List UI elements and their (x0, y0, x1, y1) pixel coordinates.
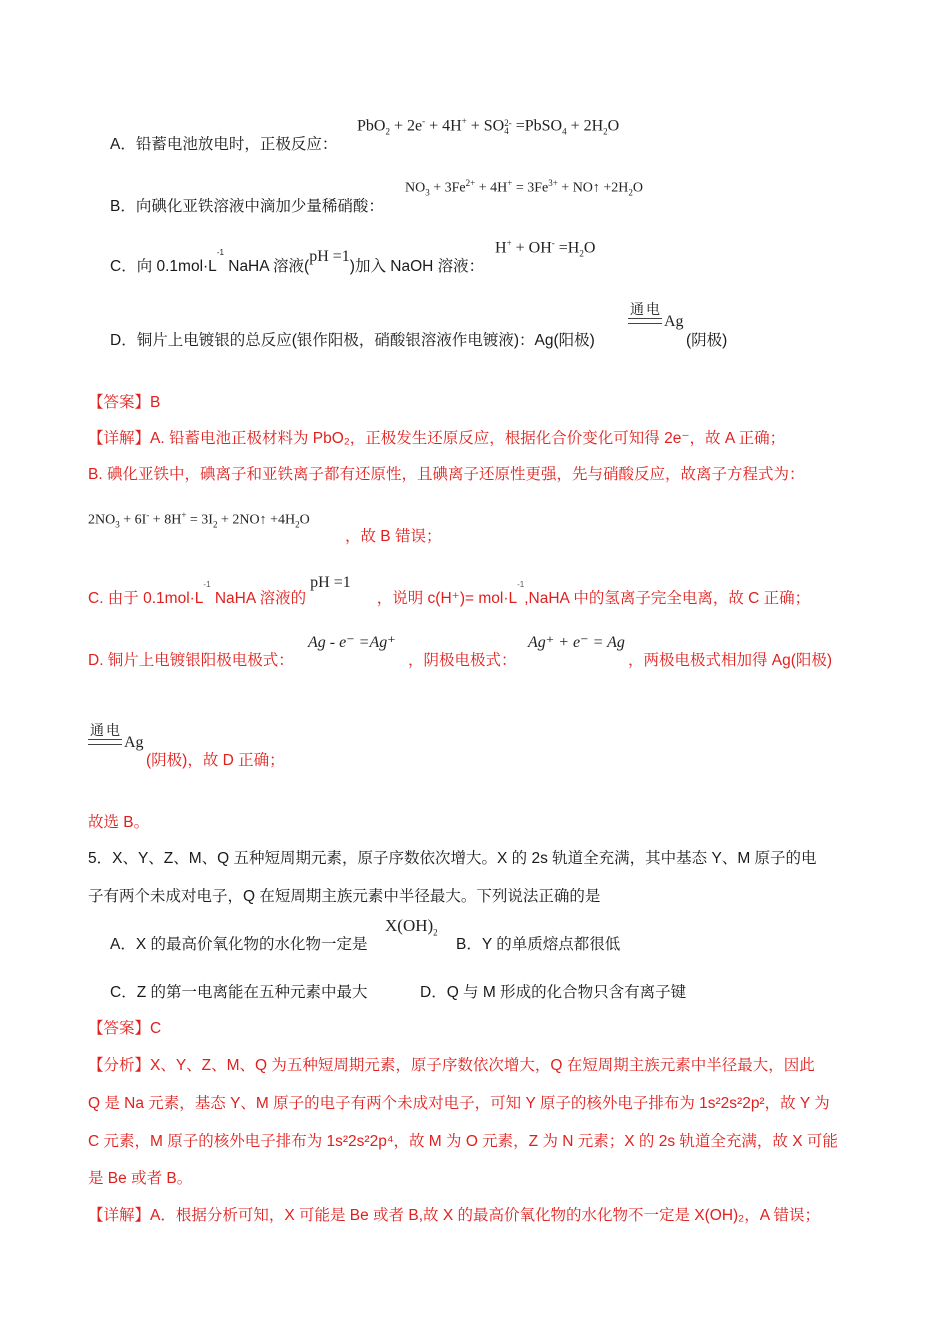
text: C. 由于 0.1mol·L (88, 590, 204, 607)
ph-value: pH =1 (309, 248, 350, 265)
q5-analysis-line1: 【分析】X、Y、Z、M、Q 为五种短周期元素，原子序数依次增大，Q 在短周期主族元素中半径最大，因此 (88, 1057, 815, 1074)
q4-answer: 【答案】B (88, 394, 161, 411)
eq-sub: 2 (603, 126, 608, 137)
condition-electrolysis: 通电 (630, 302, 662, 318)
text: NaHA 溶液( (223, 258, 310, 275)
eq-sub: 4 (562, 126, 567, 137)
eq-term: = 3I (186, 512, 213, 528)
eq-term: + OH (511, 239, 552, 257)
eq-term: O (299, 512, 310, 528)
eq-term: + 2H (566, 117, 604, 135)
option-d-label: D．铜片上电镀银的总反应(银作阳极，硝酸银溶液作电镀液)：Ag(阳极) (110, 332, 595, 349)
eq-sup: - (146, 510, 150, 520)
q5-analysis-line4: 是 Be 或者 B。 (88, 1170, 193, 1187)
q4-detail-d-b: ，阴极电极式： (408, 652, 517, 669)
eq-sub: 4 (504, 125, 509, 136)
q5-option-c: C．Z 的第一电离能在五种元素中最大 (110, 984, 368, 1001)
q5-option-a-formula (385, 916, 438, 937)
q4-conclusion: 故选 B。 (88, 814, 150, 831)
q4-detail-c (88, 574, 811, 608)
option-c-equation (495, 238, 595, 259)
q5-analysis-line2: Q 是 Na 元素，基态 Y、M 原子的电子有两个未成对电子，可知 Y 原子的核外电子排布为 1s²2s²2p²，故 Y 为 (88, 1095, 830, 1112)
eq-sub: 2 (385, 126, 390, 137)
eq-term: =H (554, 239, 580, 257)
q5-option-d: D．Q 与 M 形成的化合物只含有离子键 (420, 984, 687, 1001)
q4-detail-b-equation (88, 510, 310, 529)
option-a-equation (357, 116, 619, 137)
cathode-equation: Ag⁺ + e⁻ = Ag (528, 634, 625, 651)
eq-sub: 2 (295, 519, 300, 530)
eq-term: PbO (357, 117, 386, 135)
q5-stem-line2: 子有两个未成对电子，Q 在短周期主族元素中半径最大。下列说法正确的是 (88, 888, 601, 905)
q4-detail-b-tail: ，故 B 错误； (345, 528, 442, 545)
eq-term: 2NO (88, 512, 116, 528)
eq-sup: + (507, 178, 513, 188)
text: C．向 0.1mol·L (110, 258, 217, 275)
text: ，说明 c(H⁺)= mol·L (376, 590, 518, 607)
text-sup: -1 (216, 247, 224, 257)
text-sup: -1 (203, 579, 211, 589)
eq-sub: 3 (425, 187, 430, 198)
eq-term: = 3Fe (512, 180, 549, 196)
text: )加入 NaOH 溶液： (349, 258, 485, 275)
eq-sup: + (181, 510, 187, 520)
reaction-arrow (88, 739, 122, 745)
eq-term: O (632, 180, 644, 196)
eq-term: O (607, 117, 620, 135)
option-c-label (110, 247, 485, 276)
q5-answer: 【答案】C (88, 1020, 162, 1037)
option-b-equation (405, 178, 643, 197)
eq-sup: 2+ (465, 178, 476, 188)
ph-value: pH =1 (310, 574, 351, 591)
eq-sub: 2 (628, 187, 633, 198)
eq-sub: 2 (212, 519, 218, 530)
eq-term: + 2e (389, 117, 423, 135)
q5-detail-a: 【详解】A．根据分析可知，X 可能是 Be 或者 B,故 X 的最高价氧化物的水化物不一定是 X(OH)₂，A 错误； (88, 1207, 820, 1224)
eq-term: + 2NO↑ +4H (217, 512, 296, 528)
text-sup: -1 (517, 579, 525, 589)
q5-stem-line1: 5．X、Y、Z、M、Q 五种短周期元素，原子序数依次增大。X 的 2s 轨道全充满，其中基态 Y、M 原子的电 (88, 850, 817, 867)
eq-sub: 2 (433, 927, 438, 938)
eq-term: + NO↑ +2H (557, 180, 629, 196)
q5-option-a: A．X 的最高价氧化物的水化物一定是 (110, 936, 368, 953)
text: NaHA 溶液的 (210, 590, 307, 607)
eq-term: + 6I (119, 512, 147, 528)
eq-term: + 4H (475, 180, 508, 196)
eq-term: X(OH) (385, 916, 434, 935)
eq-sup: - (551, 238, 555, 248)
eq-term: + SO (466, 117, 505, 135)
eq-term: + 8H (149, 512, 182, 528)
eq-term: O (583, 239, 596, 257)
option-d-tail: (阴极) (686, 332, 728, 349)
option-b-label: B．向碘化亚铁溶液中滴加少量稀硝酸： (110, 198, 384, 215)
q4-detail-d-c: ，两极电极式相加得 Ag(阳极) (628, 652, 833, 669)
eq-term: =PbSO (511, 117, 563, 135)
q4-detail-d-tail: (阴极)，故 D 正确； (146, 752, 285, 769)
q5-option-b: B．Y 的单质熔点都很低 (456, 936, 621, 953)
q4-detail-d-a: D. 铜片上电镀银阳极电极式： (88, 652, 294, 669)
eq-sup: 3+ (548, 178, 558, 188)
anode-equation: Ag - e⁻ =Ag⁺ (308, 634, 396, 651)
q4-detail-a: 【详解】A. 铅蓄电池正极材料为 PbO₂，正极发生还原反应，根据化合价变化可知得 2e⁻，故 A 正确； (88, 430, 786, 447)
eq-sup: - (422, 116, 426, 126)
option-a-label: A．铅蓄电池放电时，正极反应： (110, 136, 338, 153)
q4-detail-b: B. 碘化亚铁中，碘离子和亚铁离子都有还原性，且碘离子还原性更强，先与硝酸反应，故离子方程式为： (88, 466, 805, 483)
eq-sup: 2- (504, 117, 512, 128)
q5-analysis-line3: C 元素，M 原子的核外电子排布为 1s²2s²2p⁴，故 M 为 O 元素，Z 为 N 元素；X 的 2s 轨道全充满，故 X 可能 (88, 1133, 838, 1150)
reaction-arrow (628, 318, 662, 324)
eq-term: H (495, 239, 507, 257)
eq-term: + 3Fe (429, 180, 466, 196)
option-d-product: Ag (664, 313, 684, 330)
eq-sub: 3 (115, 519, 120, 530)
condition-electrolysis: 通电 (90, 723, 122, 739)
eq-term: NO (405, 180, 426, 196)
eq-sup: + (461, 116, 467, 126)
eq-sub: 2 (579, 248, 584, 259)
eq-sup: + (506, 238, 512, 248)
detail-d-product: Ag (124, 734, 144, 751)
eq-term: + 4H (425, 117, 462, 135)
text: ,NaHA 中的氢离子完全电离，故 C 正确； (524, 590, 811, 607)
